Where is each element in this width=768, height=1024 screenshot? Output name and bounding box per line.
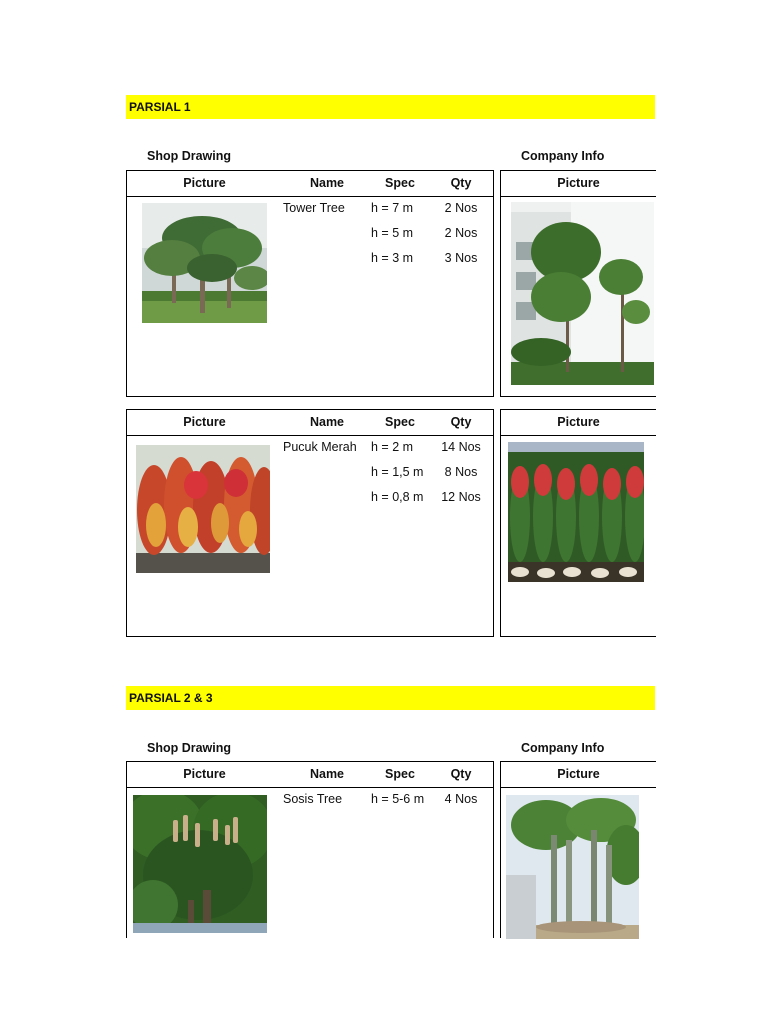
qty-value: 12 Nos bbox=[441, 490, 481, 504]
item-name: Tower Tree bbox=[283, 201, 345, 215]
qty-value: 3 Nos bbox=[444, 251, 478, 265]
header-picture: Picture bbox=[183, 415, 226, 429]
header-picture: Picture bbox=[183, 767, 226, 781]
company-info-table-sosis-tree bbox=[500, 761, 656, 938]
qty-value: 14 Nos bbox=[441, 440, 481, 454]
shop-drawing-table-sosis-tree bbox=[126, 761, 494, 938]
item-name: Sosis Tree bbox=[283, 792, 343, 806]
qty-value: 8 Nos bbox=[444, 465, 478, 479]
table-header bbox=[127, 410, 493, 436]
header-picture: Picture bbox=[557, 767, 600, 781]
company-info-table-pucuk-merah bbox=[500, 409, 656, 637]
qty-value: 2 Nos bbox=[444, 226, 478, 240]
shop-drawing-table-tower-tree bbox=[126, 170, 494, 397]
section-title-parsial-2-3: PARSIAL 2 & 3 bbox=[126, 686, 655, 710]
header-spec: Spec bbox=[385, 415, 415, 429]
shop-drawing-table-pucuk-merah bbox=[126, 409, 494, 637]
header-qty: Qty bbox=[450, 767, 472, 781]
company-info-table-tower-tree bbox=[500, 170, 656, 397]
sosis-tree-company-photo bbox=[506, 795, 639, 939]
header-spec: Spec bbox=[385, 176, 415, 190]
table-header bbox=[127, 171, 493, 197]
table-header bbox=[127, 762, 493, 788]
qty-value: 2 Nos bbox=[444, 201, 478, 215]
shop-drawing-title: Shop Drawing bbox=[147, 149, 232, 163]
table-header bbox=[501, 171, 656, 197]
tower-tree-photo bbox=[142, 203, 267, 323]
table-header bbox=[501, 762, 656, 788]
spec-value: h = 5 m bbox=[371, 226, 414, 240]
spec-value: h = 5-6 m bbox=[371, 792, 425, 806]
spec-value: h = 2 m bbox=[371, 440, 414, 454]
header-qty: Qty bbox=[450, 176, 472, 190]
header-name: Name bbox=[309, 176, 345, 190]
item-name: Pucuk Merah bbox=[283, 440, 357, 454]
company-info-title: Company Info bbox=[521, 149, 605, 163]
header-picture: Picture bbox=[183, 176, 226, 190]
spec-value: h = 7 m bbox=[371, 201, 414, 215]
spec-value: h = 1,5 m bbox=[371, 465, 424, 479]
spec-value: h = 3 m bbox=[371, 251, 414, 265]
header-name: Name bbox=[309, 767, 345, 781]
header-picture: Picture bbox=[557, 415, 600, 429]
tower-tree-company-photo bbox=[511, 202, 654, 385]
pucuk-merah-photo bbox=[136, 445, 270, 573]
spec-value: h = 0,8 m bbox=[371, 490, 424, 504]
section-title-parsial-1: PARSIAL 1 bbox=[126, 95, 655, 119]
shop-drawing-title: Shop Drawing bbox=[147, 741, 232, 755]
header-qty: Qty bbox=[450, 415, 472, 429]
company-info-title: Company Info bbox=[521, 741, 605, 755]
header-picture: Picture bbox=[557, 176, 600, 190]
header-spec: Spec bbox=[385, 767, 415, 781]
table-header bbox=[501, 410, 656, 436]
sosis-tree-photo bbox=[133, 795, 267, 933]
qty-value: 4 Nos bbox=[444, 792, 478, 806]
pucuk-merah-company-photo bbox=[508, 442, 644, 582]
header-name: Name bbox=[309, 415, 345, 429]
